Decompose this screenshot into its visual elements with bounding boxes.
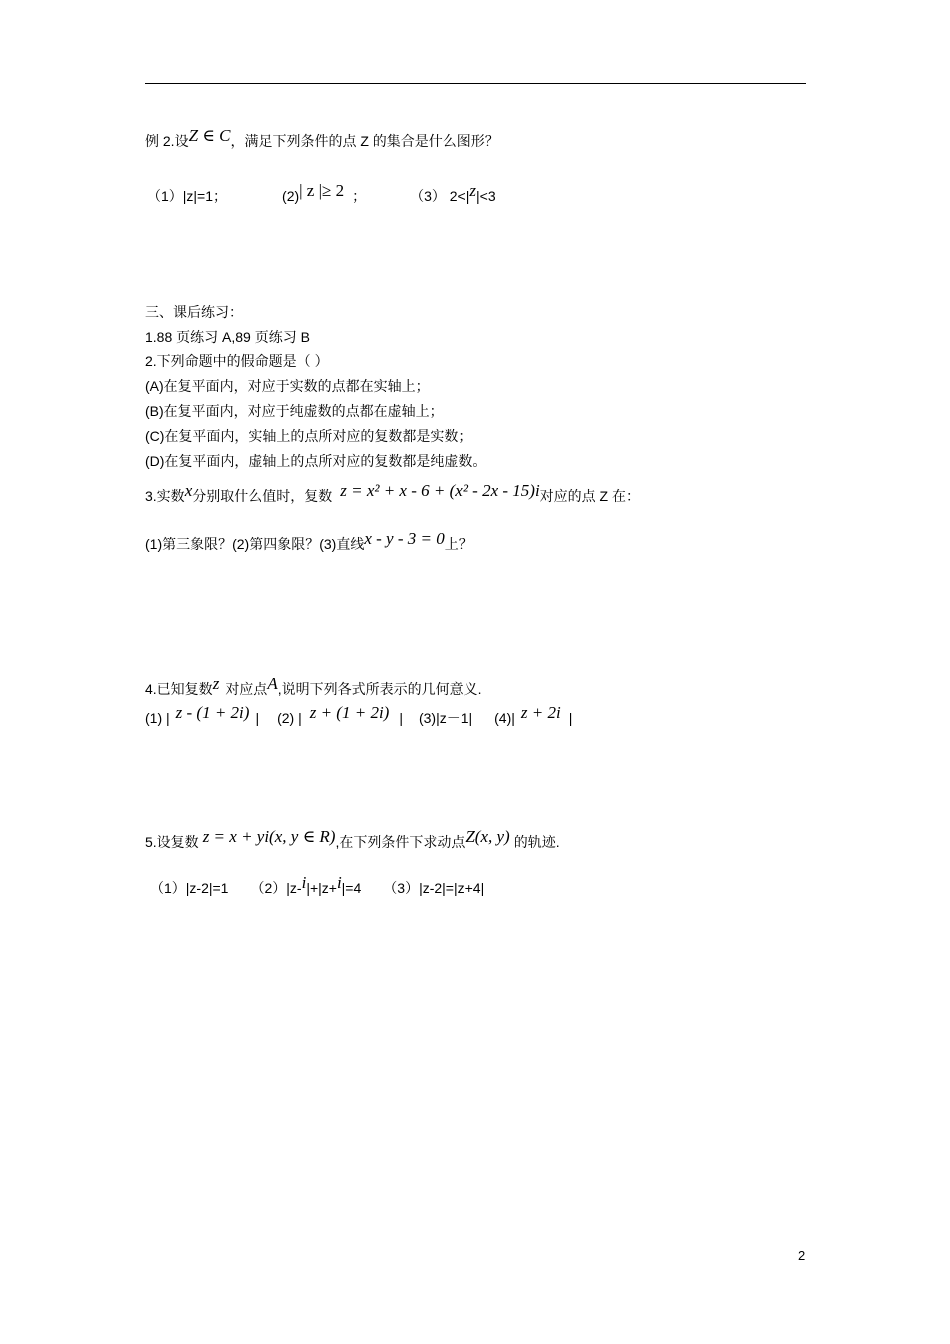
question-3-parts bbox=[145, 529, 473, 554]
math-z: z bbox=[469, 181, 476, 200]
section-heading: 三、课后练习： bbox=[145, 304, 243, 320]
text: |=4 bbox=[341, 880, 362, 896]
math-z: z bbox=[212, 674, 220, 693]
text: |<3 bbox=[476, 188, 496, 204]
condition-1: （1）|z-2|=1 bbox=[150, 880, 229, 896]
text: （3） 2<| bbox=[410, 188, 470, 204]
text: (2) | bbox=[277, 710, 302, 726]
text: | bbox=[255, 710, 260, 726]
text: (1) | bbox=[145, 710, 170, 726]
text: 4.已知复数 bbox=[145, 681, 213, 697]
question-4-stem bbox=[145, 674, 482, 699]
text: (2) bbox=[282, 188, 300, 204]
text: 的轨迹. bbox=[513, 834, 560, 850]
text: |+|z+ bbox=[306, 880, 337, 896]
math-expr-4: z + 2i bbox=[520, 703, 561, 722]
condition-3: （3）|z-2|=|z+4| bbox=[383, 880, 485, 896]
text: 5.设复数 bbox=[145, 834, 199, 850]
text: 3.实数 bbox=[145, 488, 185, 504]
page-number: 2 bbox=[798, 1248, 806, 1263]
math-set-notation: Z ∈ C bbox=[188, 126, 231, 145]
text: ； bbox=[352, 188, 367, 204]
math-expr-2: z + (1 + 2i) bbox=[309, 703, 390, 722]
text: ,说明下列各式所表示的几何意义. bbox=[277, 681, 482, 697]
math-z-definition: z = x + yi(x, y ∈ R) bbox=[202, 827, 336, 846]
math-line-equation: x - y - 3 = 0 bbox=[364, 529, 445, 548]
option-a: (A)在复平面内，对应于实数的点都在实轴上； bbox=[145, 378, 430, 394]
math-condition-2: | z |≥ 2 bbox=[299, 181, 345, 200]
example-2-intro bbox=[145, 126, 499, 151]
header-rule bbox=[145, 83, 806, 84]
question-2-stem: 2.下列命题中的假命题是（ ） bbox=[145, 353, 329, 369]
option-b: (B)在复平面内，对应于纯虚数的点都在虚轴上； bbox=[145, 403, 444, 419]
question-5-stem bbox=[145, 827, 560, 852]
example-2-conditions bbox=[147, 181, 496, 206]
question-5-conditions bbox=[150, 873, 485, 898]
question-1: 1.88 页练习 A,89 页练习 B bbox=[145, 329, 310, 345]
text: | bbox=[568, 710, 573, 726]
math-i: i bbox=[301, 873, 307, 892]
text: ,在下列条件下求动点 bbox=[335, 834, 466, 850]
math-point-z: Z(x, y) bbox=[465, 827, 510, 846]
option-d: (D)在复平面内，虚轴上的点所对应的复数都是纯虚数。 bbox=[145, 453, 487, 469]
math-i: i bbox=[336, 873, 342, 892]
math-expr-1: z - (1 + 2i) bbox=[175, 703, 250, 722]
text: (1)第三象限？(2)第四象限？(3)直线 bbox=[145, 536, 365, 552]
text: 对应的点 Z 在： bbox=[539, 488, 641, 504]
option-c: (C)在复平面内，实轴上的点所对应的复数都是实数； bbox=[145, 428, 473, 444]
expr-3: (3)|z－1| bbox=[418, 710, 473, 726]
math-x: x bbox=[184, 481, 193, 500]
text: 例 2.设 bbox=[145, 133, 189, 149]
text: | bbox=[399, 710, 403, 726]
question-4-items bbox=[145, 703, 573, 728]
math-point-a: A bbox=[267, 674, 278, 693]
text: 分别取什么值时，复数 bbox=[192, 488, 333, 504]
math-complex-z: z = x² + x - 6 + (x² - 2x - 15)i bbox=[340, 481, 540, 500]
text: (4)| bbox=[494, 710, 515, 726]
text: 对应点 bbox=[225, 681, 268, 697]
text: ，满足下列条件的点 Z 的集合是什么图形？ bbox=[230, 133, 499, 149]
question-3-stem bbox=[145, 481, 641, 506]
text: 上？ bbox=[444, 536, 473, 552]
text: （2）|z- bbox=[250, 880, 302, 896]
condition-1: （1）|z|=1； bbox=[147, 188, 228, 204]
